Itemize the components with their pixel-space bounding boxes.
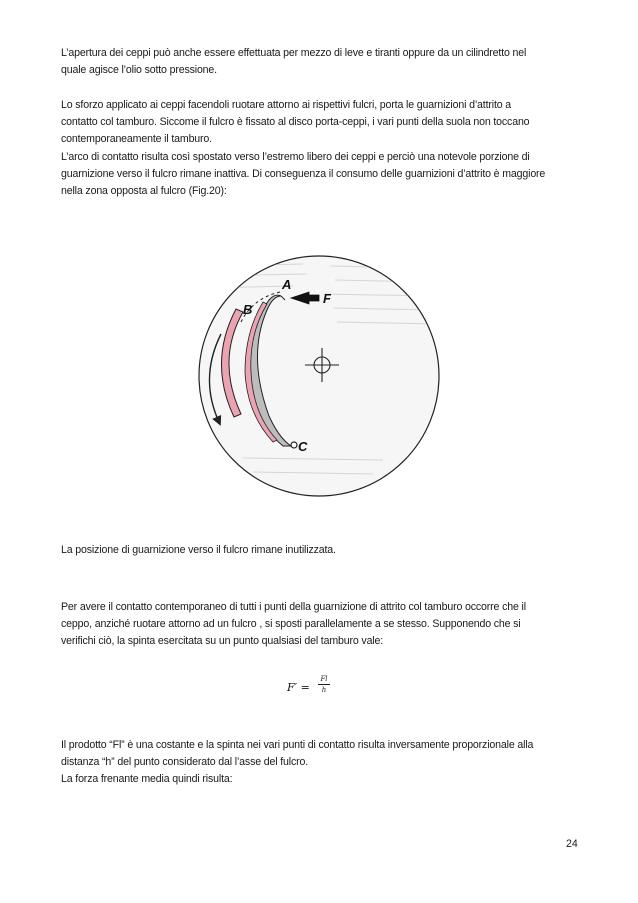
paragraph-unused-lining <box>61 542 581 559</box>
brake-drum-svg <box>183 248 454 505</box>
paragraph-opening-methods <box>61 45 581 79</box>
text-line: verifichi ciò, la spinta esercitata su un punto qualsiasi del tamburo vale: <box>61 635 384 648</box>
text-line: Lo sforzo applicato ai ceppi facendoli ruotare attorno ai rispettivi fulcri, porta le guarnizioni d’attrito a <box>61 99 512 111</box>
page-number: 24 <box>566 838 578 850</box>
text-line: L’arco di contatto risulta così spostato verso l’estremo libero dei ceppi e perciò una notevole porzione di <box>61 150 530 163</box>
drum-disc <box>199 256 439 496</box>
text-line: La forza frenante media quindi risulta: <box>61 773 233 786</box>
text-line: Il prodotto “Fl” è una costante e la spinta nei vari punti di contatto risulta inversamente proporzionale alla <box>61 739 534 751</box>
label-f: F <box>323 291 331 306</box>
label-c: C <box>298 439 308 454</box>
paragraph-product-constant <box>61 737 581 789</box>
fulcrum-pin-c <box>291 442 297 448</box>
formula-lhs: F′ = <box>287 681 310 694</box>
text-line: distanza “h” del punto considerato dal l’asse del fulcro. <box>61 756 309 769</box>
paragraph-parallel-shift <box>61 599 581 651</box>
text-line: Per avere il contatto contemporaneo di tutti i punti della guarnizione di attrito col tamburo occorre che il <box>61 601 526 613</box>
text-line: guarnizione verso il fulcro rimane inattiva. Di conseguenza il consumo delle guarnizioni d’attrito è maggiore <box>61 167 546 180</box>
text-line: La posizione di guarnizione verso il fulcro rimane inutilizzata. <box>61 544 336 556</box>
text-line: nella zona opposta al fulcro (Fig.20): <box>61 185 227 198</box>
label-b: B <box>243 302 253 317</box>
paragraph-contact-arc <box>61 97 581 200</box>
formula-denominator: h <box>321 686 327 694</box>
text-line: contemporaneamente il tamburo. <box>61 133 212 146</box>
formula-fraction <box>318 675 330 694</box>
fraction-bar <box>318 684 330 685</box>
label-a: A <box>282 277 292 292</box>
text-line: ceppo, anziché ruotare attorno ad un fulcro , si sposti parallelamente a se stesso. Supponendo che si <box>61 618 521 631</box>
text-line: contatto col tamburo. Siccome il fulcro è fissato al disco porta-ceppi, i vari punti della suola non toccano <box>61 116 530 129</box>
text-line: L’apertura dei ceppi può anche essere effettuata per mezzo di leve e tiranti oppure da un cilindretto nel <box>61 47 527 59</box>
formula-numerator: Fl <box>320 675 328 683</box>
text-line: quale agisce l’olio sotto pressione. <box>61 64 217 77</box>
figure-brake-drum-diagram <box>183 248 454 505</box>
